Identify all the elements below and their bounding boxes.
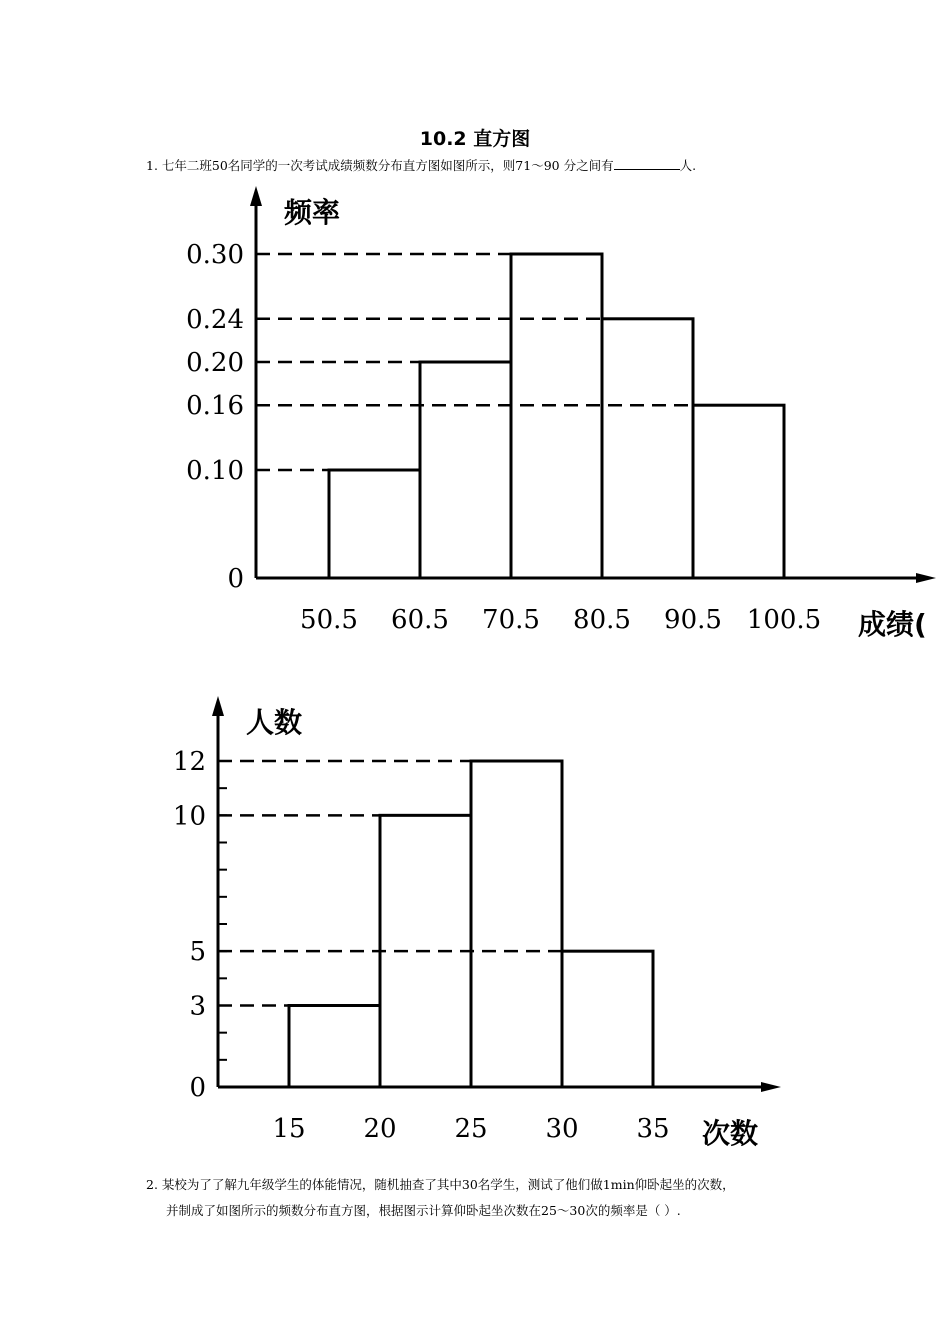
x-tick-label: 90.5 [664,605,722,635]
x-tick-label: 80.5 [573,605,631,635]
answer-blank [614,157,680,170]
y-tick-label: 5 [189,937,206,968]
histogram-count [0,690,950,1160]
y-tick-label: 3 [189,991,206,1022]
x-tick-label: 70.5 [482,605,540,635]
y-tick-label: 12 [172,747,206,777]
x-tick-label: 100.5 [746,605,822,635]
x-axis-title: 次数 [702,1117,759,1150]
x-tick-label: 25 [454,1114,488,1144]
question-1-text: 1. 七年二班50名同学的一次考试成绩频数分布直方图如图所示，则71～90 分之间有 [146,158,614,173]
question-2 [146,1172,735,1224]
x-tick-label: 20 [363,1114,397,1144]
histogram-bar [289,1006,380,1088]
y-axis-title: 频率 [284,196,341,229]
y-tick-label: 0 [227,564,244,594]
x-tick-label: 50.5 [300,605,358,635]
y-tick-label: 0.10 [186,456,244,486]
y-tick-label: 0.20 [186,348,244,378]
y-axis-arrow [250,186,262,206]
question-2-line-2: 并制成了如图所示的频数分布直方图，根据图示计算仰卧起坐次数在25～30次的频率是（ ）. [166,1203,681,1218]
histogram-bar [562,951,653,1087]
y-axis-title: 人数 [246,706,303,739]
y-tick-label: 10 [172,801,206,832]
x-tick-label: 60.5 [391,605,449,635]
x-tick-label: 15 [272,1114,306,1144]
histogram-bar [420,362,511,578]
histogram-bar [471,761,562,1087]
y-tick-label: 0.30 [186,240,244,270]
x-tick-label: 35 [636,1114,670,1144]
question-1 [146,156,696,174]
y-tick-label: 0.24 [186,304,244,335]
histogram-bar [602,319,693,578]
histogram-bar [511,254,602,578]
y-tick-label: 0 [189,1073,206,1103]
y-axis-arrow [212,696,224,716]
x-axis-title: 成绩( [858,608,927,641]
y-tick-label: 0.16 [186,391,244,422]
question-2-line-1: 2. 某校为了了解九年级学生的体能情况，随机抽查了其中30名学生，测试了他们做1min仰卧起坐的次数， [146,1177,735,1192]
x-tick-label: 30 [545,1114,579,1144]
histogram-frequency [0,180,950,650]
x-axis-arrow [761,1082,781,1092]
page-title: 10.2 直方图 [419,128,531,150]
histogram-bar [329,470,420,578]
question-1-suffix: 人. [679,158,697,173]
x-axis-arrow [916,573,936,583]
histogram-bar [693,405,784,578]
